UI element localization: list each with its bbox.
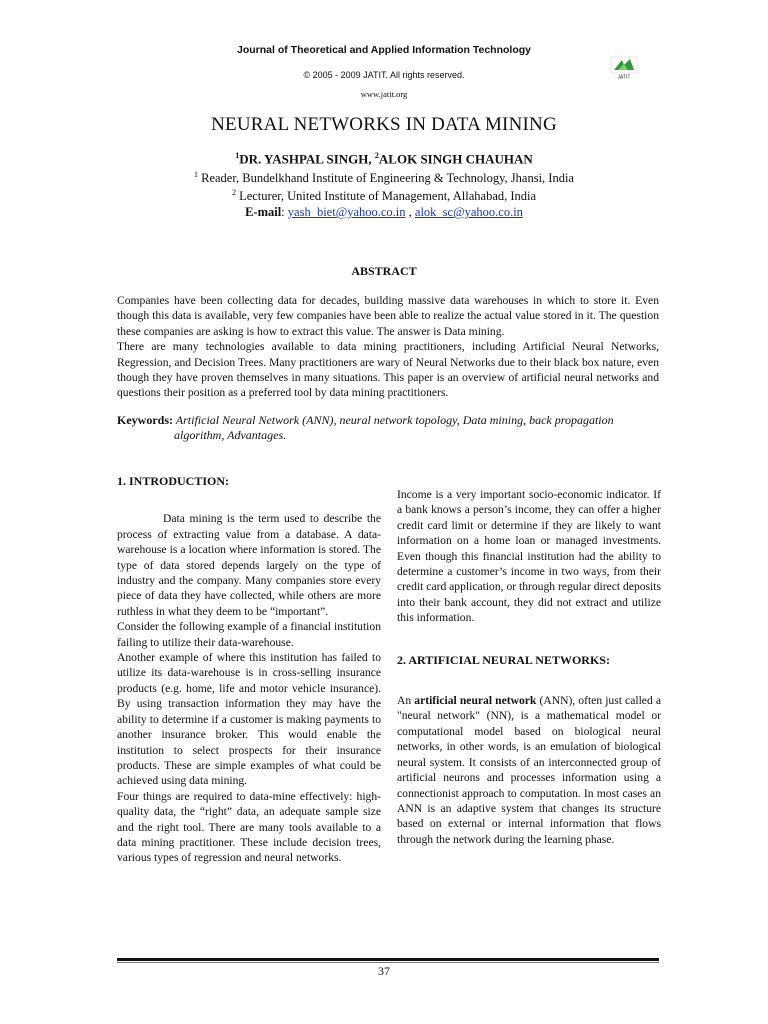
email-link-1[interactable]: yash_biet@yahoo.co.in bbox=[287, 205, 406, 219]
intro-paragraph-4: Four things are required to data-mine effectively: high-quality data, the “right” data, an adequate sample size and the right tool. There are many tools available to a data mining practitioner. These include decision trees, various types of regression and neural networks. bbox=[117, 789, 381, 865]
keywords-line-1: Artificial Neural Network (ANN), neural network topology, Data mining, back propagation bbox=[173, 413, 614, 427]
ann-term: artificial neural network bbox=[414, 694, 537, 708]
section-2-heading: 2. ARTIFICIAL NEURAL NETWORKS: bbox=[397, 652, 610, 667]
abstract-heading: ABSTRACT bbox=[351, 264, 417, 278]
author1-name: DR. YASHPAL SINGH, bbox=[239, 151, 375, 167]
keywords-line-2: algorithm, Advantages. bbox=[174, 428, 287, 443]
intro-paragraph-3: Another example of where this institution has failed to utilize its data-warehouse is in cross-selling insurance products (e.g. home, life and motor vehicle insurance). By using transaction information they may have the ability to determine if a customer is making payments to another insurance broker. This would enable the institution to select prospects for their insurance products. These are simple examples of what could be achieved using data mining. bbox=[117, 651, 381, 788]
ann-lead: An bbox=[397, 694, 415, 708]
paper-title: NEURAL NETWORKS IN DATA MINING bbox=[211, 114, 557, 135]
abstract-paragraph-2: There are many technologies available to data mining practitioners, including Artificial Neural Networks, Regression, and Decision Trees. Many practitioners are wary of Neural Networks due to their black box nature, even though they have proven themselves in many situations. This paper is an overview of artificial neural networks and questions their position as a preferred tool by data mining practitioners. bbox=[117, 340, 659, 400]
abstract-paragraph-1: Companies have been collecting data for decades, building massive data warehouses in which to store it. Even though this data is available, very few companies have been able to realize the actual value stored in it. The question these companies are asking is how to extract this value. The answer is Data mining. bbox=[117, 294, 659, 338]
journal-name: Journal of Theoretical and Applied Information Technology bbox=[236, 44, 531, 56]
page-number: 37 bbox=[378, 964, 390, 978]
keywords-label: Keywords: bbox=[117, 413, 173, 427]
intro-paragraph-2: Consider the following example of a financial institution failing to utilize their data-warehouse. bbox=[117, 620, 381, 649]
footer-rule bbox=[117, 958, 659, 961]
intro-paragraph-1: Data mining is the term used to describe the process of extracting value from a database. A data-warehouse is a location where information is stored. The type of data stored depends largely on the type of industry and the company. Many companies store every piece of data they have collected, while others are more ruthless in what they deem to be “important”. bbox=[117, 512, 381, 618]
ann-rest: (ANN), often just called a "neural network" (NN), is a mathematical model or computational model based on biological neural networks, in other words, is an emulation of biological neural system. It consists of an interconnected group of artificial neurons and processes information using a connectionist approach to computation. In most cases an ANN is an adaptive system that changes its structure based on external or internal information that flows through the network during the learning phase. bbox=[397, 694, 661, 846]
copyright-notice: © 2005 - 2009 JATIT. All rights reserved. bbox=[303, 70, 465, 80]
email-link-2[interactable]: alok_sc@yahoo.co.in bbox=[414, 205, 523, 219]
left-column bbox=[117, 474, 381, 866]
author2-name: ALOK SINGH CHAUHAN bbox=[378, 151, 533, 167]
affiliation-2 bbox=[0, 188, 768, 204]
section-1-heading: 1. INTRODUCTION: bbox=[117, 474, 230, 488]
keywords bbox=[117, 413, 659, 444]
spacer bbox=[117, 489, 381, 511]
author1-superscript: 1 bbox=[235, 151, 240, 160]
author-line bbox=[0, 151, 768, 167]
email-label: E-mail bbox=[245, 205, 282, 219]
journal-url[interactable]: www.jatit.org bbox=[360, 89, 408, 99]
email-colon: : bbox=[281, 205, 288, 219]
jatit-logo-icon bbox=[610, 56, 638, 80]
right-column bbox=[397, 487, 661, 847]
intro-paragraph-income: Income is a very important socio-economic indicator. If a bank knows a person’s income, they can offer a higher credit card limit or determine if they are likely to want information on a home loan or managed investments. Even though this financial institution had the ability to determine a customer’s income in two ways, from their credit card application, or through regular direct deposits into their bank account, they did not extract and utilize this information. bbox=[397, 488, 661, 625]
spacer bbox=[397, 626, 661, 653]
affiliation-1 bbox=[0, 170, 768, 186]
author2-superscript: 2 bbox=[374, 151, 379, 160]
affiliation-1-superscript: 1 bbox=[194, 170, 198, 179]
affiliation-1-text: Reader, Bundelkhand Institute of Engineering & Technology, Jhansi, India bbox=[198, 171, 574, 186]
email-line bbox=[0, 205, 768, 220]
abstract-body bbox=[117, 293, 659, 401]
affiliation-2-text: Lecturer, United Institute of Management, Allahabad, India bbox=[235, 189, 537, 204]
affiliation-2-superscript: 2 bbox=[231, 188, 236, 197]
logo-text: JATIT bbox=[617, 74, 631, 80]
spacer bbox=[397, 668, 661, 693]
ann-paragraph bbox=[397, 693, 661, 847]
footer-rule-thin bbox=[117, 962, 659, 963]
email-separator: , bbox=[405, 205, 415, 219]
